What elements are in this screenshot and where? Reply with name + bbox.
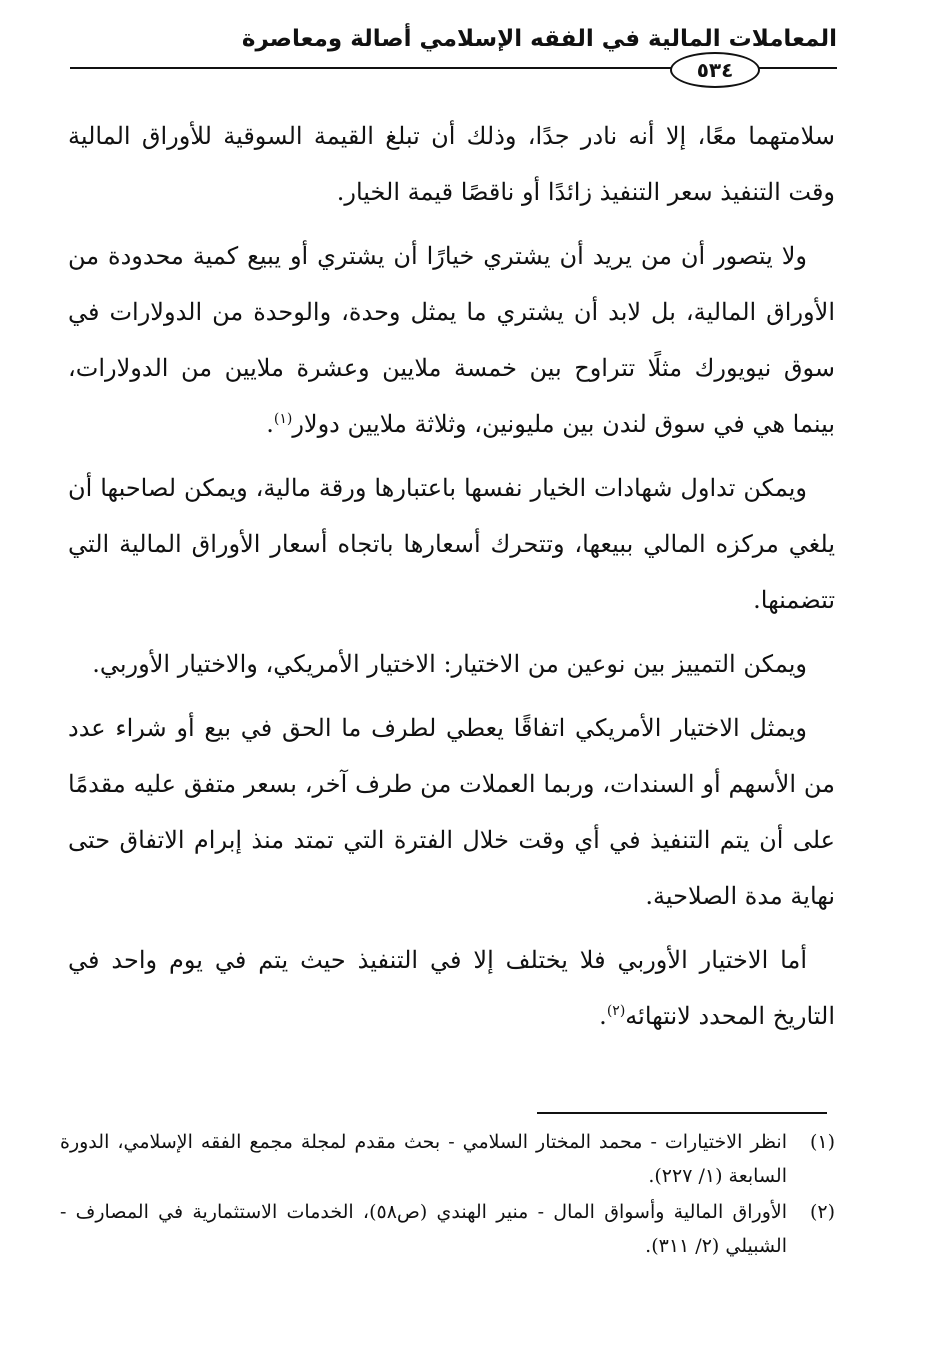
footnote-ref-2: (٢) <box>606 1003 626 1019</box>
paragraph-6 <box>68 932 835 1044</box>
paragraph-4: ويمكن التمييز بين نوعين من الاختيار: الاختيار الأمريكي، والاختيار الأوربي. <box>92 650 807 678</box>
footnote-2-text: الأوراق المالية وأسواق المال - منير الهندي (ص٥٨)، الخدمات الاستثمارية في المصارف - الشبيلي (٢/ ٣١١). <box>60 1201 787 1257</box>
paragraph-6-text: أما الاختيار الأوربي فلا يختلف إلا في التنفيذ حيث يتم في يوم واحد في التاريخ المحدد لانتهائه <box>68 946 835 1030</box>
paragraph-1: سلامتهما معًا، إلا أنه نادر جدًا، وذلك أن تبلغ القيمة السوقية للأوراق المالية وقت التنفيذ سعر التنفيذ زائدًا أو ناقصًا قيمة الخيار. <box>68 122 835 206</box>
main-text <box>68 108 835 1052</box>
paragraph-2 <box>68 228 835 452</box>
footnote-1 <box>60 1125 835 1193</box>
footnotes <box>60 1125 835 1265</box>
footnote-ref-1: (١) <box>273 411 293 427</box>
footnote-1-text: انظر الاختيارات - محمد المختار السلامي - بحث مقدم لمجلة مجمع الفقه الإسلامي، الدورة السابعة (١/ ٢٢٧). <box>60 1131 787 1187</box>
paragraph-3: ويمكن تداول شهادات الخيار نفسها باعتبارها ورقة مالية، ويمكن لصاحبها أن يلغي مركزه المالي ببيعها، وتتحرك أسعارها باتجاه أسعار الأوراق المالية التي تتضمنها. <box>68 474 835 614</box>
paragraph-2-end: . <box>266 410 274 438</box>
running-title: المعاملات المالية في الفقه الإسلامي أصالة ومعاصرة <box>241 26 837 52</box>
paragraph-6-end: . <box>599 1002 607 1030</box>
footnote-1-number: (١) <box>809 1131 835 1153</box>
paragraph-5: ويمثل الاختيار الأمريكي اتفاقًا يعطي لطرف ما الحق في بيع أو شراء عدد من الأسهم أو السندات، وربما العملات من طرف آخر، بسعر متفق عليه مقدمًا على أن يتم التنفيذ في أي وقت خلال الفترة التي تمتد منذ إبرام الاتفاق حتى نهاية مدة الصلاحية. <box>68 714 835 910</box>
footnote-2 <box>60 1195 835 1263</box>
footnote-separator <box>537 1112 827 1114</box>
paragraph-2-text: ولا يتصور أن من يريد أن يشتري خيارًا أن يشتري أو يبيع كمية محدودة من الأوراق المالية، بل لابد أن يشتري ما يمثل وحدة، والوحدة من الدولارات في سوق نيويورك مثلًا تتراوح بين خمسة ملايين وعشرة ملايين من الدولارات، بينما هي في سوق لندن بين مليونين، وثلاثة ملايين دولار <box>68 242 835 438</box>
page-header <box>70 20 837 90</box>
footnote-2-number: (٢) <box>809 1201 835 1223</box>
page-number: ٥٣٤ <box>670 52 760 88</box>
